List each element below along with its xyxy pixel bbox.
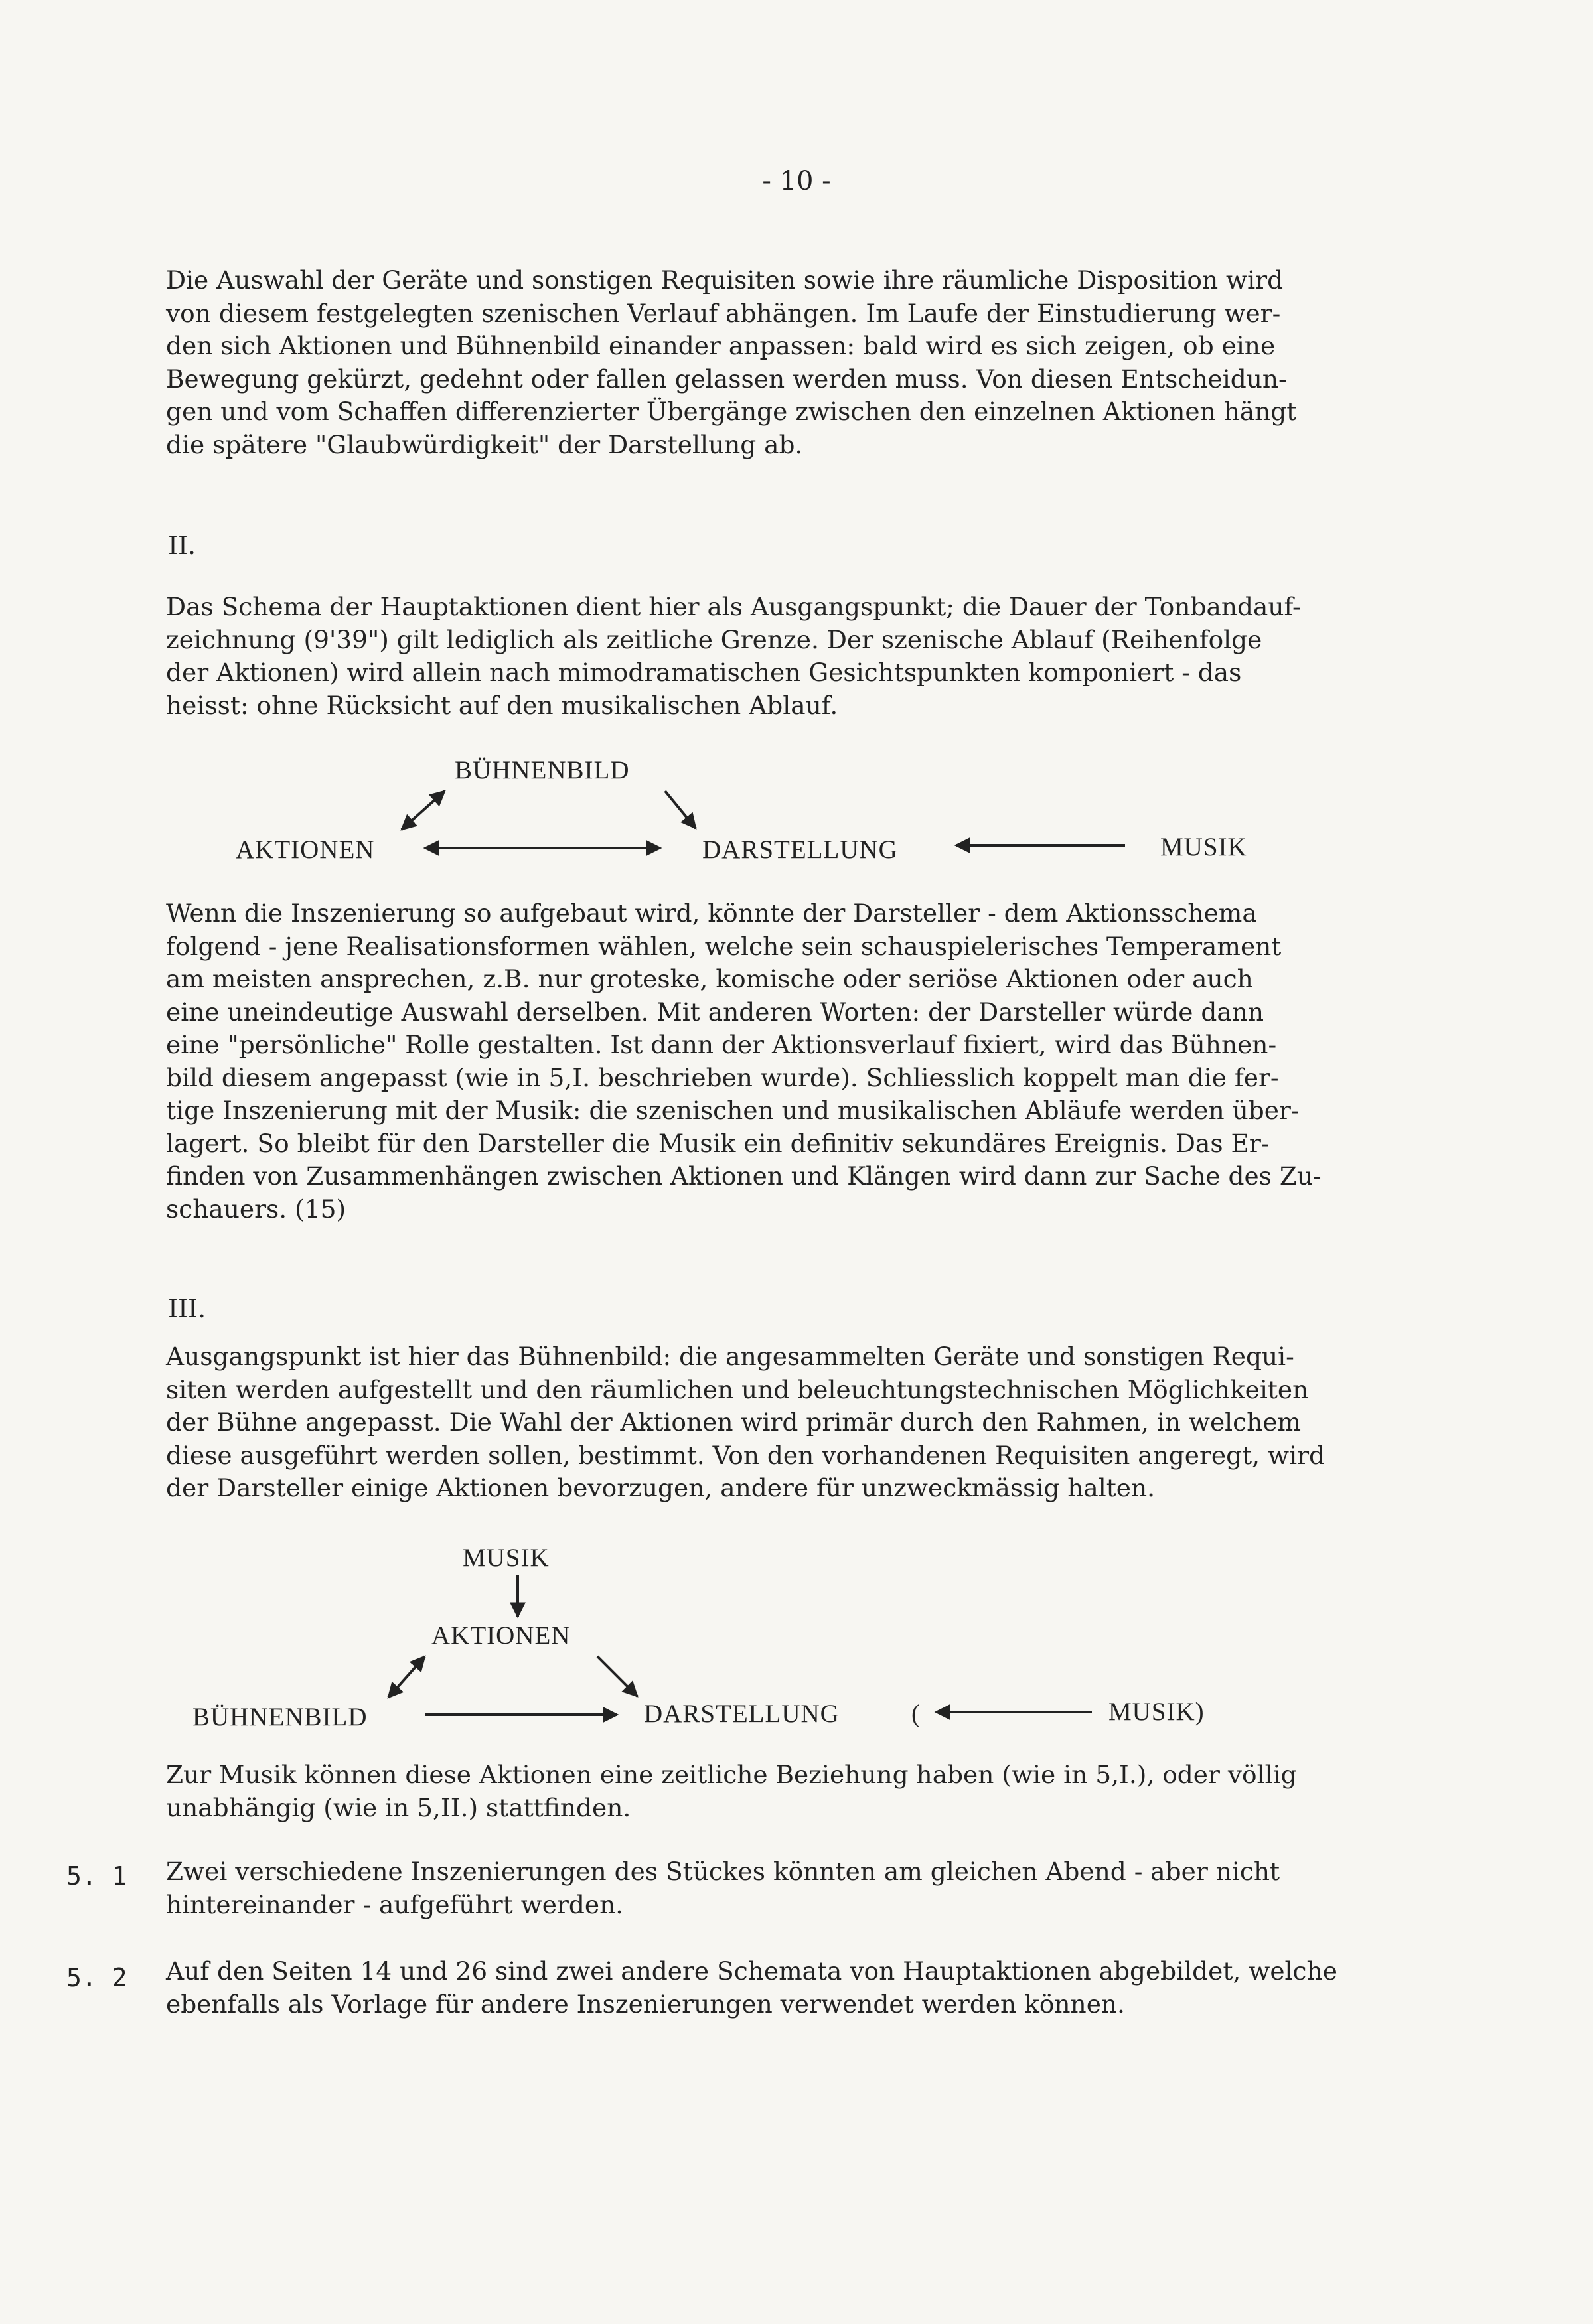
text-line: Zur Musik können diese Aktionen eine zeitliche Beziehung haben (wie in 5,I.), oder völlig [166, 1760, 1297, 1789]
diagram1-label-buehnenbild: BÜHNENBILD [455, 756, 630, 784]
section-heading-3: III. [168, 1294, 206, 1323]
text-line: Die Auswahl der Geräte und sonstigen Requisiten sowie ihre räumliche Disposition wird [166, 265, 1284, 295]
text-line: tige Inszenierung mit der Musik: die szenischen und musikalischen Abläufe werden über- [166, 1096, 1300, 1125]
section-heading-2: II. [168, 531, 196, 560]
text-line: Das Schema der Hauptaktionen dient hier als Ausgangspunkt; die Dauer der Tonbandauf- [166, 592, 1301, 621]
arrow-aktionen-buehnenbild [402, 791, 445, 830]
text-line: heisst: ohne Rücksicht auf den musikalischen Ablauf. [166, 690, 838, 720]
page-number: - 10 - [762, 166, 831, 196]
text-line: bild diesem angepasst (wie in 5,I. beschrieben wurde). Schliesslich koppelt man die fer- [166, 1062, 1279, 1092]
text-line: hintereinander - aufgeführt werden. [166, 1889, 624, 1919]
note-number-5-2: 5. 2 [66, 1963, 127, 1992]
text-line: Ausgangspunkt ist hier das Bühnenbild: die angesammelten Geräte und sonstigen Requi- [166, 1342, 1294, 1371]
text-line: siten werden aufgestellt und den räumlichen und beleuchtungstechnischen Möglichkeiten [166, 1374, 1309, 1404]
arrow-aktionen-darstellung-2 [597, 1656, 637, 1696]
text-line: der Bühne angepasst. Die Wahl der Aktionen wird primär durch den Rahmen, in welchem [166, 1408, 1302, 1437]
text-line: diese ausgeführt werden sollen, bestimmt. Von den vorhandenen Requisiten angeregt, wird [166, 1440, 1326, 1470]
text-line: den sich Aktionen und Bühnenbild einander anpassen: bald wird es sich zeigen, ob eine [166, 331, 1276, 360]
diagram1-label-darstellung: DARSTELLUNG [702, 835, 898, 864]
note-number-5-1: 5. 1 [66, 1861, 127, 1891]
text-line: Auf den Seiten 14 und 26 sind zwei andere Schemata von Hauptaktionen abgebildet, welche [166, 1956, 1337, 1986]
diagram2-label-musik-top: MUSIK [463, 1544, 550, 1572]
text-line: Wenn die Inszenierung so aufgebaut wird, könnte der Darsteller - dem Aktionsschema [166, 899, 1257, 928]
text-line: der Darsteller einige Aktionen bevorzugen, andere für unzweckmässig halten. [166, 1473, 1156, 1502]
text-line: folgend - jene Realisationsformen wählen, welche sein schauspielerisches Temperament [166, 931, 1282, 961]
text-line: zeichnung (9'39") gilt lediglich als zeitliche Grenze. Der szenische Ablauf (Reihenfolge [166, 624, 1262, 654]
text-line: schauers. (15) [166, 1194, 346, 1224]
text-line: gen und vom Schaffen differenzierter Übergänge zwischen den einzelnen Aktionen hängt [166, 397, 1297, 426]
text-line: Bewegung gekürzt, gedehnt oder fallen gelassen werden muss. Von diesen Entscheidun- [166, 364, 1287, 394]
diagram2-label-buehnenbild: BÜHNENBILD [192, 1703, 368, 1731]
arrow-buehnenbild-darstellung [665, 791, 696, 828]
text-line: unabhängig (wie in 5,II.) stattfinden. [166, 1792, 631, 1822]
text-line: eine uneindeutige Auswahl derselben. Mit anderen Worten: der Darsteller würde dann [166, 997, 1264, 1027]
diagram2-paren-open: ( [911, 1700, 921, 1728]
diagram2-label-musik-right: MUSIK) [1108, 1698, 1205, 1726]
diagram1-label-musik: MUSIK [1160, 833, 1247, 861]
diagram2-label-darstellung: DARSTELLUNG [644, 1700, 840, 1728]
text-line: die spätere "Glaubwürdigkeit" der Darstellung ab. [166, 429, 803, 459]
text-line: ebenfalls als Vorlage für andere Inszenierungen verwendet werden können. [166, 1989, 1125, 2019]
diagram2-label-aktionen: AKTIONEN [431, 1621, 571, 1650]
text-line: der Aktionen) wird allein nach mimodramatischen Gesichtspunkten komponiert - das [166, 658, 1242, 687]
text-line: Zwei verschiedene Inszenierungen des Stückes könnten am gleichen Abend - aber nicht [166, 1857, 1280, 1886]
text-line: finden von Zusammenhängen zwischen Aktionen und Klängen wird dann zur Sache des Zu- [166, 1161, 1322, 1191]
text-line: am meisten ansprechen, z.B. nur groteske, komische oder seriöse Aktionen oder auch [166, 964, 1253, 993]
text-line: von diesem festgelegten szenischen Verlauf abhängen. Im Laufe der Einstudierung wer- [166, 298, 1281, 328]
text-line: lagert. So bleibt für den Darsteller die Musik ein definitiv sekundäres Ereignis. Das Er- [166, 1128, 1270, 1158]
text-line: eine "persönliche" Rolle gestalten. Ist dann der Aktionsverlauf fixiert, wird das Bühnen- [166, 1030, 1277, 1059]
diagram1-label-aktionen: AKTIONEN [236, 835, 375, 864]
arrow-buehnenbild-aktionen [388, 1656, 425, 1698]
